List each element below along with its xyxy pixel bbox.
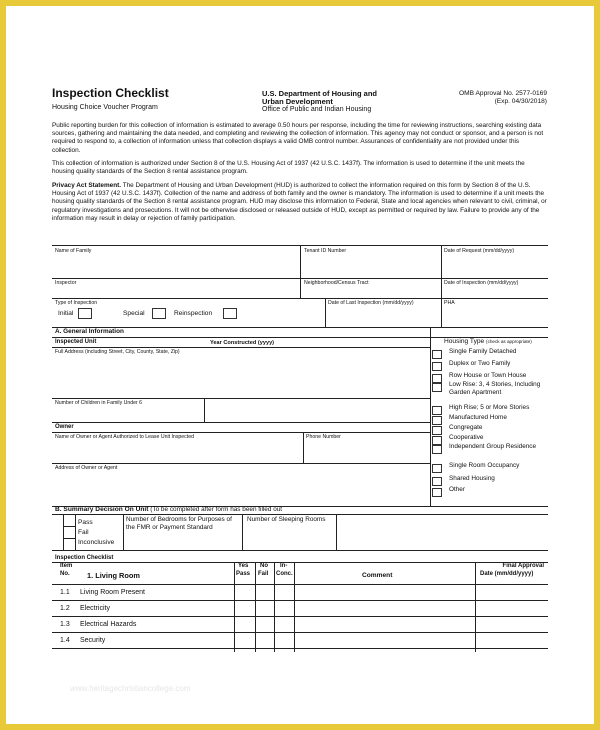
fail-label: Fail (78, 529, 89, 536)
owner-heading: Owner (55, 424, 74, 430)
privacy-text: The Department of Housing and Urban Development (HUD) is authorized to collect the information required on this form by Section 8 of the U.S. Housing Act of 1937 (42 U.S.C. 1437f). Collection of the name and address of both family and the owner is mandatory. The information is used to determine if a unit meets the housing quality standards of the Section 8 rental assistance program. HUD may disclose this information to Federal, State and local agencies when relevant to civil, criminal, or regulatory investigations and prosecutions. It will not be otherwise disclosed or released outside of HUD, except as permitted or required by law. Failure to provide any of the information may result in delay or rejection of family participation. (52, 182, 547, 222)
checklist-row-divider (52, 648, 548, 649)
privacy-label: Privacy Act Statement. (52, 182, 122, 189)
sleeping-rooms-label: Number of Sleeping Rooms (247, 516, 326, 523)
housing-type-option: Congregate (449, 424, 483, 431)
col-pass-label: Pass (236, 571, 251, 577)
form-title: Inspection Checklist (52, 86, 169, 100)
date-of-request-label: Date of Request (mm/dd/yyyy) (444, 248, 515, 254)
col-no2-label: No (260, 563, 268, 569)
owner-address-label: Address of Owner or Agent (55, 465, 118, 471)
summary-title: B. Summary Decision On Unit (55, 506, 149, 513)
checklist-item-number: 1.2 (60, 605, 70, 612)
housing-type-checkbox[interactable] (432, 406, 442, 415)
form-page (6, 6, 594, 724)
col-conc-label: Conc. (276, 571, 293, 577)
housing-type-option: Single Room Occupancy (449, 462, 520, 469)
housing-type-checkbox[interactable] (432, 383, 442, 392)
housing-type-checkbox[interactable] (432, 436, 442, 445)
neighborhood-label: Neighborhood/Census Tract (304, 280, 369, 286)
inspected-unit-label: Inspected Unit (55, 339, 97, 345)
form-subtitle: Housing Choice Voucher Program (52, 104, 158, 111)
checklist-item-label: Electricity (80, 605, 110, 612)
housing-type-option: Other (449, 486, 465, 493)
housing-type-heading (444, 338, 532, 345)
housing-type-checkbox[interactable] (432, 374, 442, 383)
col-comment-label: Comment (362, 572, 393, 579)
housing-type-option: Independent Group Residence (449, 443, 537, 450)
housing-type-option: Duplex or Two Family (449, 360, 511, 367)
housing-type-checkbox[interactable] (432, 350, 442, 359)
agency-office: Office of Public and Indian Housing (262, 106, 372, 113)
housing-type-option: Shared Housing (449, 475, 495, 482)
owner-name-label: Name of Owner or Agent Authorized to Lease Unit Inspected (55, 434, 194, 440)
special-checkbox[interactable] (152, 308, 166, 319)
checklist-row-divider (52, 600, 548, 601)
initial-label: Initial (58, 310, 74, 317)
omb-expiration: (Exp. 04/30/2018) (494, 98, 547, 105)
housing-type-hint: (check as appropriate) (486, 339, 532, 344)
checklist-item-number: 1.4 (60, 637, 70, 644)
housing-type-option: Low Rise: 3, 4 Stories, Including Garden Apartment (449, 381, 541, 396)
living-room-heading: 1. Living Room (87, 571, 140, 580)
col-item-label: Item (60, 563, 73, 569)
col-in-label: In- (280, 563, 288, 569)
col-no-label: No. (60, 571, 70, 577)
checklist-row-divider (52, 616, 548, 617)
year-constructed-label: Year Constructed (yyyy) (210, 340, 275, 346)
housing-type-checkbox[interactable] (432, 445, 442, 454)
bedrooms-label: Number of Bedrooms for Purposes of the FMR or Payment Standard (126, 516, 232, 532)
col-date-label: Date (mm/dd/yyyy) (480, 571, 534, 577)
col-yes-label: Yes (238, 563, 249, 569)
full-address-label: Full Address (including Street, City, County, State, Zip) (55, 349, 180, 355)
tenant-id-label: Tenant ID Number (304, 248, 347, 254)
checklist-item-label: Living Room Present (80, 589, 145, 596)
special-label: Special (123, 310, 145, 317)
summary-heading (55, 506, 282, 513)
housing-type-checkbox[interactable] (432, 362, 442, 371)
initial-checkbox[interactable] (78, 308, 92, 319)
omb-number: OMB Approval No. 2577-0169 (459, 90, 547, 97)
pha-label: PHA (444, 300, 455, 306)
checklist-heading: Inspection Checklist (55, 555, 114, 561)
phone-number-label: Phone Number (306, 434, 341, 440)
checklist-item-label: Electrical Hazards (80, 621, 137, 628)
inconclusive-label: Inconclusive (78, 539, 115, 546)
date-last-inspection-label: Date of Last Inspection (mm/dd/yyyy) (328, 300, 414, 306)
housing-type-option: Row House or Town House (449, 372, 527, 379)
col-final-label: Final Approval (502, 563, 544, 569)
checklist-item-number: 1.1 (60, 589, 70, 596)
name-of-family-label: Name of Family (55, 248, 92, 254)
reinspection-label: Reinspection (174, 310, 213, 317)
housing-type-checkbox[interactable] (432, 488, 442, 497)
type-of-inspection-label: Type of Inspection (55, 300, 98, 306)
housing-type-checkbox[interactable] (432, 416, 442, 425)
housing-type-checkbox[interactable] (432, 464, 442, 473)
privacy-statement (52, 182, 548, 223)
housing-type-option: Manufactured Home (449, 414, 507, 421)
checklist-row-divider (52, 632, 548, 633)
watermark-text: www.heritagechristiancollege.com (70, 684, 191, 693)
authority-statement: This collection of information is authorized under Section 8 of the U.S. Housing Act of 1937 (42 U.S.C. 1437f). The information is used to determine if the unit meets the housing quality standards of the Section 8 rental assistance program. (52, 160, 525, 176)
col-fail-label: Fail (258, 571, 269, 577)
inspector-label: Inspector (55, 280, 77, 286)
date-of-inspection-label: Date of Inspection (mm/dd/yyyy) (444, 280, 519, 286)
housing-type-option: Single Family Detached (449, 348, 517, 355)
housing-type-checkbox[interactable] (432, 426, 442, 435)
burden-statement: Public reporting burden for this collection of information is estimated to average 0.50 hours per response, including the time for reviewing instructions, searching existing data sources, gathering and maintaining the data needed, and completing and reviewing the collection of information. This agency may not conduct or sponsor, and a person is not required to respond to, a collection of information unless that collection displays a valid OMB control number. Assurances of confidentiality are not provided under this collection. (52, 122, 544, 154)
children-under-6-label: Number of Children in Family Under 6 (55, 400, 143, 406)
summary-note: (To be completed after form has been filled out (150, 506, 283, 513)
housing-type-option: High Rise; 5 or More Stories (449, 404, 530, 411)
housing-type-checkbox[interactable] (432, 477, 442, 486)
reinspection-checkbox[interactable] (223, 308, 237, 319)
housing-type-option: Cooperative (449, 434, 484, 441)
omb-approval (444, 90, 547, 106)
general-information-heading: A. General Information (55, 328, 124, 335)
checklist-item-label: Security (80, 637, 106, 644)
agency-name: U.S. Department of Housing and Urban Development (262, 89, 378, 106)
housing-type-label: Housing Type (444, 338, 485, 345)
checklist-item-number: 1.3 (60, 621, 70, 628)
pass-label: Pass (78, 519, 93, 526)
